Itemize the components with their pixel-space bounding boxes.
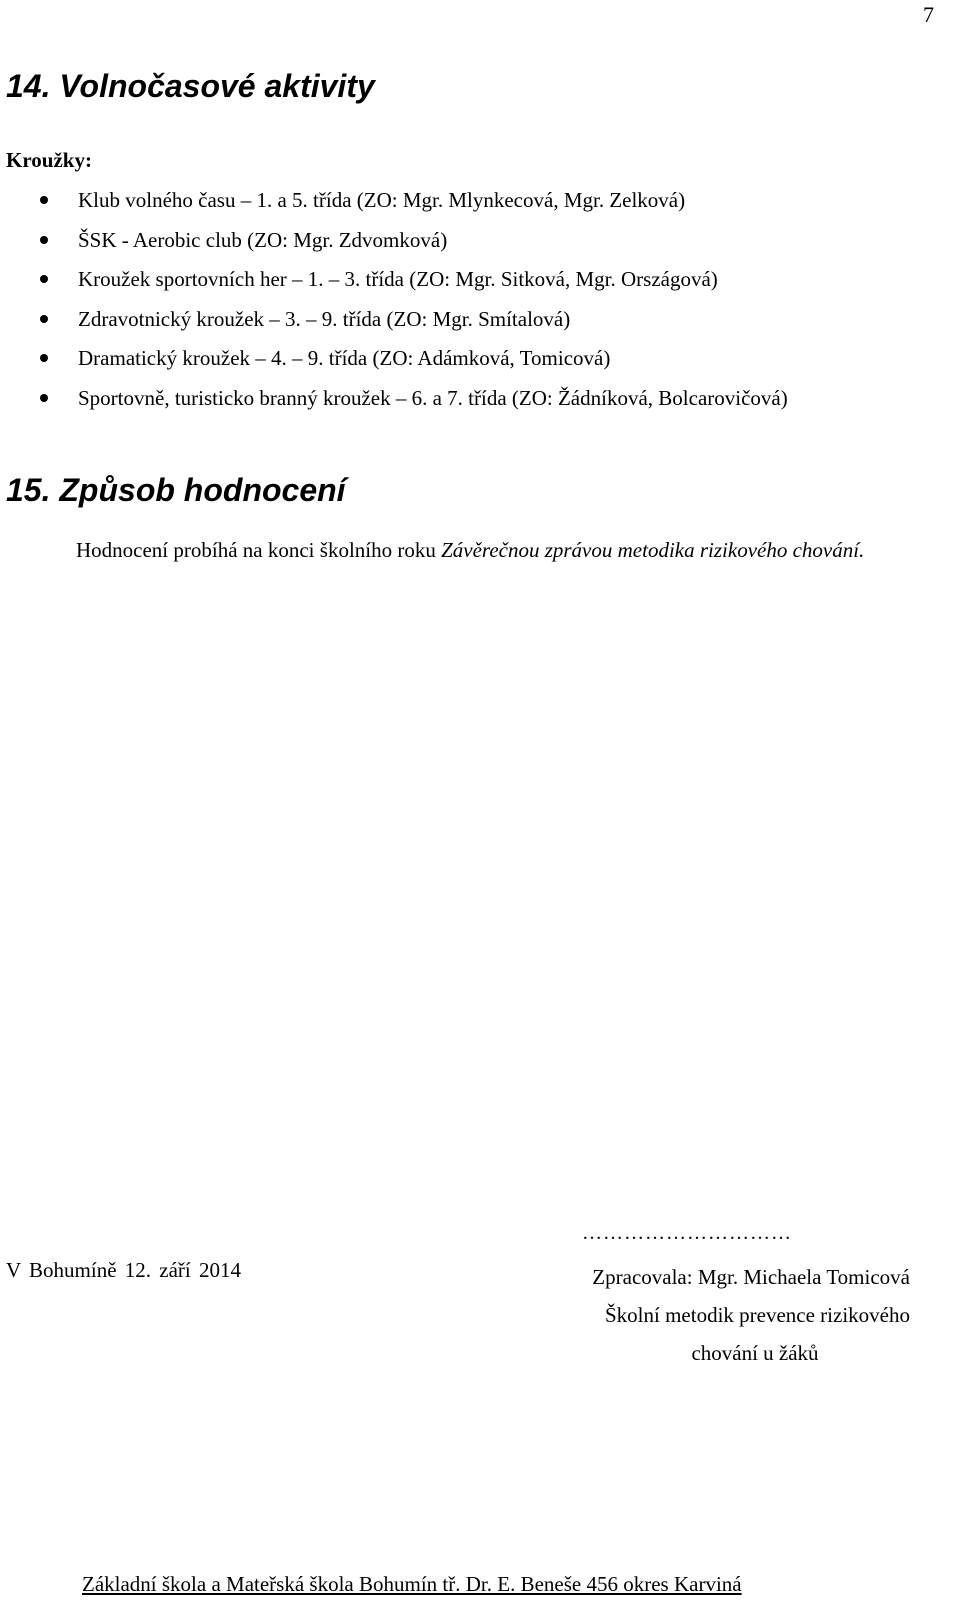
list-item <box>0 265 788 305</box>
clubs-list <box>0 186 788 423</box>
club-label: ŠSK - Aerobic club (ZO: Mgr. Zdvomková) <box>78 227 448 252</box>
bullet-icon <box>40 196 48 204</box>
club-label: Klub volného času – 1. a 5. třída (ZO: Mgr. Mlynkecová, Mgr. Zelková) <box>78 188 686 212</box>
list-item <box>0 305 788 345</box>
list-item <box>0 186 788 226</box>
signature-line: ………………………… <box>582 1222 792 1244</box>
bullet-icon <box>40 315 48 323</box>
author-block <box>500 1258 910 1372</box>
club-label: Zdravotnický kroužek – 3. – 9. třída (ZO: Mgr. Smítalová) <box>78 306 571 331</box>
author-role-line1: Školní metodik prevence rizikového <box>604 1303 910 1327</box>
clubs-subheading: Kroužky: <box>6 148 92 172</box>
list-item <box>0 226 788 266</box>
author-role-line2: chování u žáků <box>691 1341 819 1365</box>
place-date: V Bohumíně 12. září 2014 <box>6 1258 242 1282</box>
prepared-by: Zpracovala: Mgr. Michaela Tomicová <box>592 1265 910 1289</box>
bullet-icon <box>40 236 48 244</box>
page-footer: Základní škola a Mateřská škola Bohumín tř. Dr. E. Beneše 456 okres Karviná <box>82 1572 742 1596</box>
bullet-icon <box>40 354 48 362</box>
list-item <box>0 344 788 384</box>
page-number: 7 <box>923 2 934 27</box>
evaluation-paragraph <box>6 536 930 564</box>
club-label: Dramatický kroužek – 4. – 9. třída (ZO: Adámková, Tomicová) <box>78 346 611 370</box>
bullet-icon <box>40 275 48 283</box>
section-14-heading: 14. Volnočasové aktivity <box>6 68 375 104</box>
bullet-icon <box>40 394 48 402</box>
list-item <box>0 384 788 424</box>
club-label: Kroužek sportovních her – 1. – 3. třída (ZO: Mgr. Sitková, Mgr. Országová) <box>78 267 718 291</box>
section-15-heading: 15. Způsob hodnocení <box>6 472 346 508</box>
evaluation-text: Hodnocení probíhá na konci školního roku <box>76 538 442 562</box>
club-label: Sportovně, turisticko branný kroužek – 6. a 7. třída (ZO: Žádníková, Bolcarovičová) <box>78 385 788 410</box>
evaluation-italic-text: Závěrečnou zprávou metodika rizikového chování. <box>441 538 865 562</box>
